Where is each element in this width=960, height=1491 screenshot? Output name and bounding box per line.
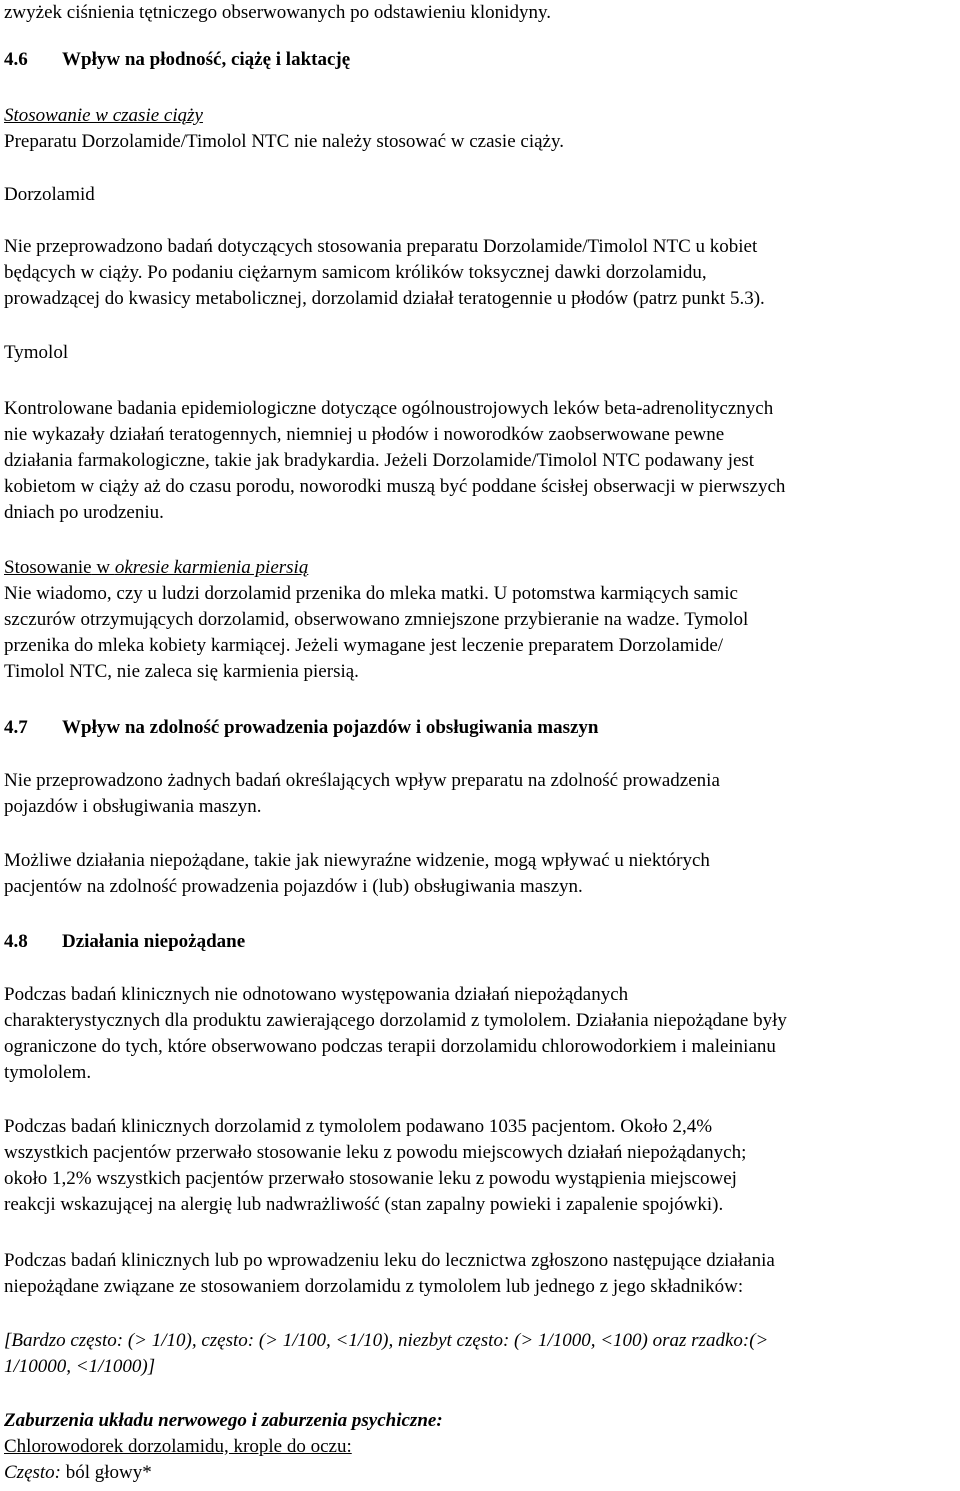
subheading-dorzolamid: Dorzolamid: [4, 184, 95, 205]
lactation-heading-part: Stosowanie: [4, 557, 92, 578]
section-title: Wpływ na zdolność prowadzenia pojazdów i obsługiwania maszyn: [62, 717, 599, 738]
text-line: szczurów otrzymujących dorzolamid, obserwowano zmniejszone przybieranie na wadze. Tymolol: [4, 609, 749, 630]
section-heading-4-6: [4, 47, 350, 73]
text-line: Możliwe działania niepożądane, takie jak niewyraźne widzenie, mogą wpływać u niektórych: [4, 850, 710, 871]
frequency-legend: [Bardzo często: (> 1/10), często: (> 1/100, <1/10), niezbyt często: (> 1/1000, <100) oraz rzadko:(>: [4, 1330, 769, 1351]
text-line: dniach po urodzeniu.: [4, 502, 164, 523]
subheading-dorzolamide-chloride: Chlorowodorek dorzolamidu, krople do oczu:: [4, 1436, 352, 1457]
subheading-lactation: [4, 555, 308, 581]
text-line: pacjentów na zdolność prowadzenia pojazdów i (lub) obsługiwania maszyn.: [4, 876, 583, 897]
frequency-legend: 1/10000, <1/1000)]: [4, 1356, 156, 1377]
text-line: ograniczone do tych, które obserwowano podczas terapii dorzolamidu chlorowodorkiem i maleinianu: [4, 1036, 776, 1057]
text-line: Nie przeprowadzono żadnych badań określających wpływ preparatu na zdolność prowadzenia: [4, 770, 720, 791]
text-line: niepożądane związane ze stosowaniem dorzolamidu z tymololem lub jednego z jego składników:: [4, 1276, 744, 1297]
text-line: Preparatu Dorzolamide/Timolol NTC nie należy stosować w czasie ciąży.: [4, 131, 564, 152]
section-heading-4-8: [4, 929, 245, 955]
section-title: Wpływ na płodność, ciążę i laktację: [62, 49, 351, 70]
text-line: Nie wiadomo, czy u ludzi dorzolamid przenika do mleka matki. U potomstwa karmiących samic: [4, 583, 738, 604]
section-title: Działania niepożądane: [62, 931, 246, 952]
text-line: wszystkich pacjentów przerwało stosowanie leku z powodu miejscowych działań niepożądanych;: [4, 1142, 747, 1163]
text-line: kobietom w ciąży aż do czasu porodu, noworodki muszą być poddane ścisłej obserwacji w pierwszych: [4, 476, 786, 497]
section-heading-4-7: [4, 715, 598, 741]
text-line: Nie przeprowadzono badań dotyczących stosowania preparatu Dorzolamide/Timolol NTC u kobiet: [4, 236, 758, 257]
adverse-effect-text: ból głowy*: [61, 1462, 152, 1483]
text-line: pojazdów i obsługiwania maszyn.: [4, 796, 262, 817]
text-line: charakterystycznych dla produktu zawierającego dorzolamid z tymololem. Działania niepożądane były: [4, 1010, 787, 1031]
section-number: 4.6: [4, 49, 28, 70]
text-line: nie wykazały działań teratogennych, niemniej u płodów i noworodków zaobserwowane pewne: [4, 424, 725, 445]
text-line: działania farmakologiczne, takie jak bradykardia. Jeżeli Dorzolamide/Timolol NTC podawany jest: [4, 450, 755, 471]
lactation-heading-part: w: [91, 557, 115, 578]
subheading-tymolol: Tymolol: [4, 342, 69, 363]
subheading-pregnancy: Stosowanie w czasie ciąży: [4, 105, 203, 126]
text-line: zwyżek ciśnienia tętniczego obserwowanych po odstawieniu klonidyny.: [4, 2, 551, 23]
text-line: reakcji wskazującej na alergię lub nadwrażliwość (stan zapalny powieki i zapalenie spojówki).: [4, 1194, 724, 1215]
section-number: 4.7: [4, 717, 28, 738]
text-line: Kontrolowane badania epidemiologiczne dotyczące ogólnoustrojowych leków beta-adrenolitycznych: [4, 398, 774, 419]
text-line: Podczas badań klinicznych dorzolamid z tymololem podawano 1035 pacjentom. Około 2,4%: [4, 1116, 713, 1137]
text-line: około 1,2% wszystkich pacjentów przerwało stosowanie leku z powodu wystąpienia miejscowej: [4, 1168, 737, 1189]
text-line: Podczas badań klinicznych lub po wprowadzeniu leku do lecznictwa zgłoszono następujące działania: [4, 1250, 775, 1271]
text-line: tymololem.: [4, 1062, 92, 1083]
lactation-heading-part: okresie karmienia piersią: [114, 557, 309, 578]
text-line: Timolol NTC, nie zaleca się karmienia piersią.: [4, 661, 359, 682]
section-number: 4.8: [4, 931, 28, 952]
adverse-effect-line: [4, 1460, 152, 1486]
frequency-label: Często:: [4, 1462, 61, 1483]
text-line: będących w ciąży. Po podaniu ciężarnym samicom królików toksycznej dawki dorzolamidu,: [4, 262, 707, 283]
text-line: przenika do mleka kobiety karmiącej. Jeżeli wymagane jest leczenie preparatem Dorzolamide/: [4, 635, 724, 656]
text-line: Podczas badań klinicznych nie odnotowano występowania działań niepożądanych: [4, 984, 629, 1005]
subheading-nervous-system: Zaburzenia układu nerwowego i zaburzenia psychiczne:: [4, 1410, 443, 1431]
text-line: prowadzącej do kwasicy metabolicznej, dorzolamid działał teratogennie u płodów (patrz punkt 5.3).: [4, 288, 765, 309]
